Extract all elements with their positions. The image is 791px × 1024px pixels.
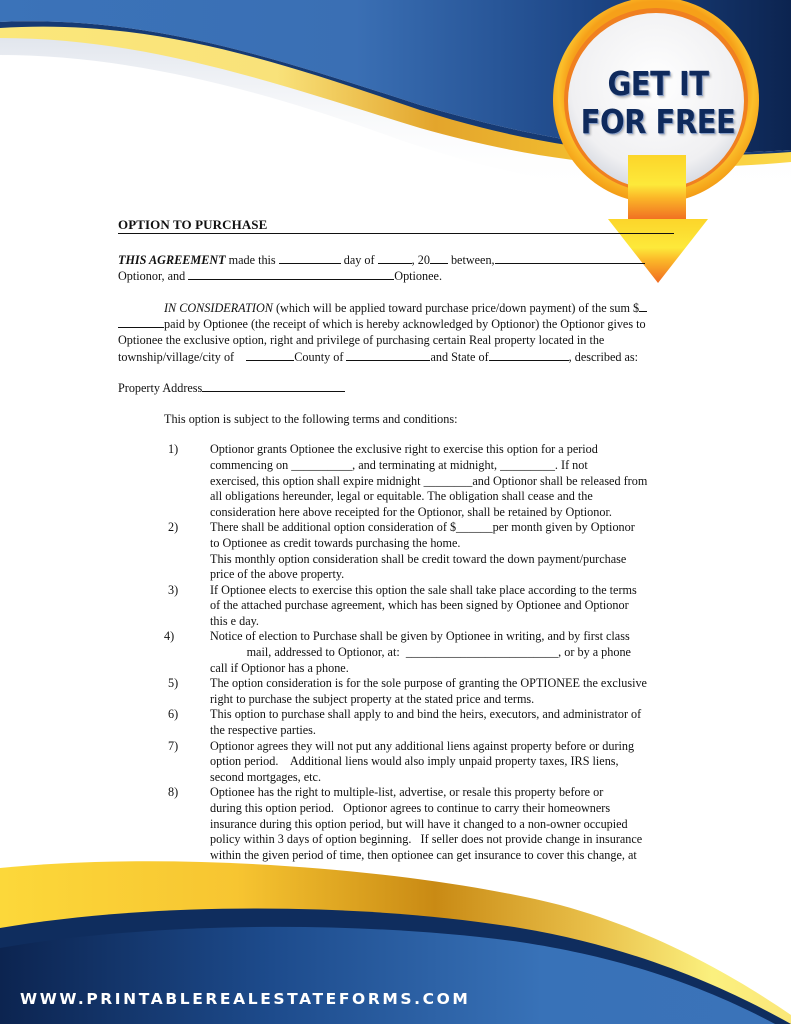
terms-intro: This option is subject to the following terms and conditions: <box>164 411 458 426</box>
term-line: second mortgages, etc. <box>210 769 322 784</box>
term-number: 7) <box>168 738 179 753</box>
term-line: within the given period of time, then optionee can get insurance to cover this change, at <box>210 847 637 862</box>
consideration-lead: IN CONSIDERATION <box>164 300 273 315</box>
term-number: 8) <box>168 785 179 800</box>
text-day-of: day of <box>340 252 378 267</box>
consideration-text-2: paid by Optionee (the receipt of which is hereby acknowledged by Optionor) the Optionor gives to <box>164 317 646 332</box>
term-number: 4) <box>164 629 175 644</box>
document-body <box>118 217 674 863</box>
term-line: mail, addressed to Optionor, at: _________________________, or by a phone <box>210 645 631 660</box>
term-line: This monthly option consideration shall be credit toward the down payment/purchase <box>210 551 627 566</box>
township-field[interactable] <box>246 349 294 361</box>
state-field[interactable] <box>489 349 569 361</box>
term-line: price of the above property. <box>210 567 345 582</box>
county-field[interactable] <box>346 349 430 361</box>
property-address-label: Property Address <box>118 381 203 396</box>
agreement-lead: THIS AGREEMENT <box>118 252 226 267</box>
term-line: during this option period. Optionor agrees to continue to carry their homeowners <box>210 801 611 815</box>
term-number: 3) <box>168 582 179 597</box>
term-line: the respective parties. <box>210 723 316 738</box>
optionor-name-field[interactable] <box>495 252 645 264</box>
term-line: This option to purchase shall apply to and bind the heirs, executors, and administrator of <box>210 707 642 722</box>
year-field[interactable] <box>430 252 448 264</box>
document-title: OPTION TO PURCHASE <box>118 217 674 234</box>
sum-field[interactable] <box>118 316 164 328</box>
text-state-of: and State of <box>430 349 489 364</box>
property-address-row <box>118 380 674 397</box>
term-line: consideration here above receipted for the Optionor, shall be retained by Optionor. <box>210 504 612 519</box>
badge-line-2: FOR FREE <box>580 101 736 141</box>
terms-list <box>118 442 674 863</box>
text-described-as: , described as: <box>568 349 639 364</box>
sum-field-start[interactable] <box>639 300 647 312</box>
term-line: this e day. <box>210 613 259 628</box>
get-it-for-free-badge[interactable] <box>578 65 738 141</box>
optionee-name-field[interactable] <box>188 268 394 280</box>
term-line: The option consideration is for the sole purpose of granting the OPTIONEE the exclusive <box>210 676 647 691</box>
month-field[interactable] <box>378 252 412 264</box>
term-item <box>118 442 674 520</box>
optionee-line <box>118 268 674 285</box>
term-number: 5) <box>168 676 179 691</box>
property-address-field[interactable] <box>202 380 345 392</box>
text-county-of: County of <box>294 349 347 364</box>
badge-line-1: GET IT <box>607 63 709 103</box>
consideration-text-1: (which will be applied toward purchase price/down payment) of the sum $ <box>272 300 640 315</box>
text-made-this: made this <box>225 252 279 267</box>
term-line: option period. Additional liens would also imply unpaid property taxes, IRS liens, <box>210 754 619 769</box>
text-optionee: Optionee. <box>394 269 442 284</box>
term-line: to Optionee as credit towards purchasing the home. <box>210 535 461 550</box>
consideration-line-2 <box>118 316 674 333</box>
term-line: exercised, this option shall expire midnight ________and Optionor shall be released from <box>210 473 648 488</box>
term-item <box>118 629 674 676</box>
term-line: commencing on __________, and terminating at midnight, _________. If not <box>210 457 588 472</box>
term-item <box>118 676 674 707</box>
term-item <box>118 707 674 738</box>
term-item <box>118 739 674 786</box>
day-field[interactable] <box>279 252 341 264</box>
text-township: township/village/city of <box>118 349 238 364</box>
term-number: 1) <box>168 442 179 457</box>
term-line: right to purchase the subject property at the stated price and terms. <box>210 691 535 706</box>
consideration-text-3: Optionee the exclusive option, right and privilege of purchasing certain Real property located in the <box>118 332 605 347</box>
website-url-link[interactable]: WWW.PRINTABLEREALESTATEFORMS.COM <box>20 990 471 1008</box>
term-number: 2) <box>168 520 179 535</box>
agreement-clause <box>118 252 674 269</box>
term-line: policy within 3 days of option beginning. If seller does not provide change in insurance <box>210 832 643 847</box>
term-line: Notice of election to Purchase shall be given by Optionee in writing, and by first class <box>210 629 630 644</box>
term-item <box>118 785 674 863</box>
consideration-clause <box>118 300 674 317</box>
text-between: between, <box>447 252 495 267</box>
term-line: There shall be additional option consideration of $______per month given by Optionor <box>210 520 635 535</box>
term-line: call if Optionor has a phone. <box>210 660 349 675</box>
text-year-prefix: , 20 <box>411 252 430 267</box>
term-item <box>118 583 674 630</box>
term-line: all obligations hereunder, legal or equitable. The obligation shall cease and the <box>210 489 593 504</box>
term-line: Optionor agrees they will not put any additional liens against property before or during <box>210 738 635 753</box>
term-number: 6) <box>168 707 179 722</box>
term-line: Optionor grants Optionee the exclusive right to exercise this option for a period <box>210 442 598 457</box>
term-line: insurance during this option period, but will have it changed to a non-owner occupied <box>210 816 628 831</box>
text-optionor-and: Optionor, and <box>118 269 189 284</box>
term-line: Optionee has the right to multiple-list, advertise, or resale this property before or <box>210 785 604 800</box>
consideration-line-4 <box>118 349 674 366</box>
term-line: If Optionee elects to exercise this option the sale shall take place according to the terms <box>210 582 637 597</box>
term-line: of the attached purchase agreement, which has been signed by Optionee and Optionor <box>210 598 629 613</box>
term-item <box>118 520 674 582</box>
